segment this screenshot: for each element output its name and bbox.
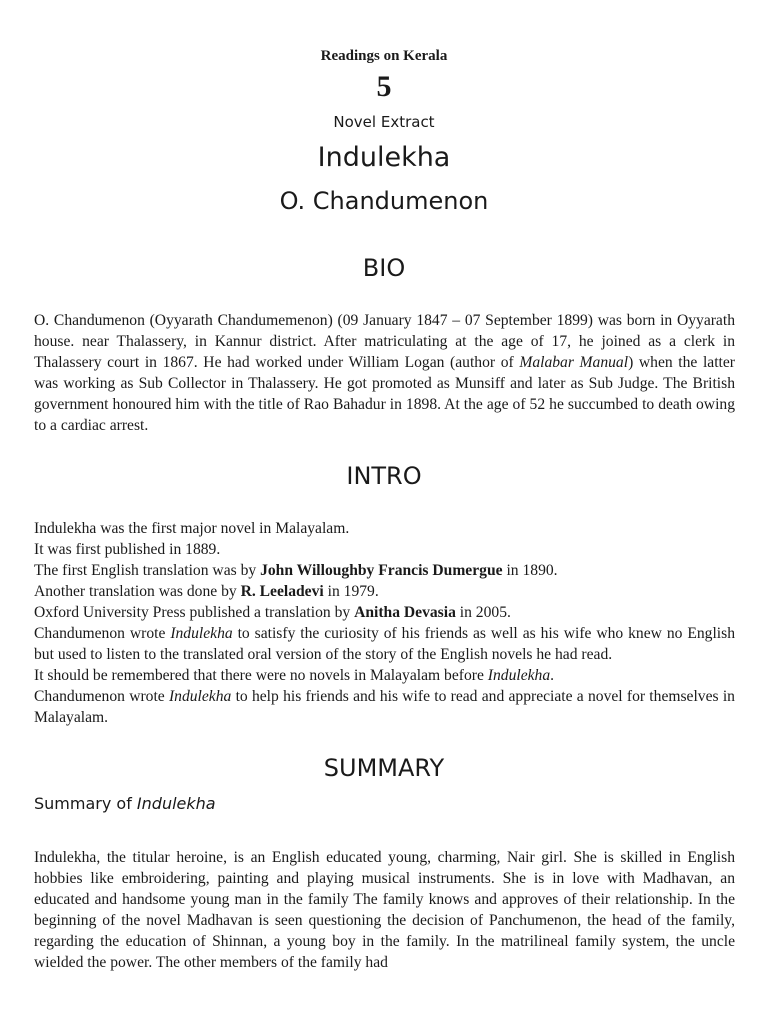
intro-line bbox=[34, 602, 735, 623]
summary-subheading-text: Summary of bbox=[34, 794, 137, 813]
author-name: O. Chandumenon bbox=[279, 187, 489, 215]
intro-line bbox=[34, 665, 735, 686]
translator-name: John Willoughby Francis Dumergue bbox=[260, 562, 503, 579]
summary-paragraph: Indulekha, the titular heroine, is an English educated young, charming, Nair girl. She is skilled in English hobbies like embroidering, painting and playing musical instruments. She is in love with Madhavan, an educated and handsome young man in the family The family knows and approves of their relationship. In the beginning of the novel Madhavan is seen questioning the decision of Panchumenon, the head of the family, regarding the education of Shinnan, a young boy in the family. In the matrilineal family system, the uncle wielded the power. The other members of the family had bbox=[34, 849, 735, 971]
intro-heading: INTRO bbox=[346, 462, 422, 490]
bio-book-title: Malabar Manual bbox=[519, 354, 629, 371]
series-label: Readings on Kerala bbox=[320, 48, 448, 64]
bio-heading: BIO bbox=[362, 254, 406, 282]
summary-subheading bbox=[34, 794, 216, 813]
bio-paragraph bbox=[34, 310, 735, 436]
translator-name: R. Leeladevi bbox=[240, 583, 324, 600]
intro-text: The first English translation was by bbox=[34, 562, 261, 579]
intro-text: in 1979. bbox=[323, 583, 379, 600]
novel-title: Indulekha bbox=[317, 142, 451, 173]
intro-text: to satisfy the curiosity of his friends as well as his wife who knew no English but used to listen to the translated oral version of the story of the English novels he had read. bbox=[34, 625, 735, 663]
intro-text: Oxford University Press published a translation by bbox=[34, 604, 355, 621]
intro-line bbox=[34, 686, 735, 728]
bio-text-2: ) when the latter was working as Sub Collector in Thalassery. He got promoted as Munsiff and later as Sub Judge. The British government honoured him with the title of Rao Bahadur in 1898. At the age of 52 he succumbed to death owing to a cardiac arrest. bbox=[34, 354, 735, 434]
intro-section bbox=[34, 518, 735, 728]
summary-heading: SUMMARY bbox=[323, 754, 445, 782]
intro-text: to help his friends and his wife to read and appreciate a novel for themselves in Malayalam. bbox=[34, 688, 735, 726]
intro-text: Chandumenon wrote bbox=[34, 688, 169, 705]
intro-text: in 1890. bbox=[502, 562, 558, 579]
intro-line: It was first published in 1889. bbox=[34, 541, 221, 558]
novel-title-italic: Indulekha bbox=[487, 667, 551, 684]
intro-text: Another translation was done by bbox=[34, 583, 241, 600]
extract-type-label: Novel Extract bbox=[333, 113, 435, 131]
translator-name: Anitha Devasia bbox=[354, 604, 456, 621]
chapter-number: 5 bbox=[376, 70, 392, 103]
novel-title-italic: Indulekha bbox=[168, 688, 232, 705]
intro-line bbox=[34, 581, 735, 602]
intro-line: Indulekha was the first major novel in Malayalam. bbox=[34, 520, 350, 537]
intro-text: Chandumenon wrote bbox=[34, 625, 171, 642]
bio-text-1: O. Chandumenon (Oyyarath Chandumemenon) (09 January 1847 – 07 September 1899) was born in Oyyarath house. near Thalassery, in Kannur district. After matriculating at the age of 17, he joined as a clerk in Thalassery court in 1867. He had worked under William Logan (author of bbox=[34, 312, 735, 371]
summary-subheading-title: Indulekha bbox=[136, 794, 216, 813]
intro-text: . bbox=[550, 667, 555, 684]
intro-line bbox=[34, 560, 735, 581]
intro-text: It should be remembered that there were no novels in Malayalam before bbox=[34, 667, 488, 684]
intro-line bbox=[34, 623, 735, 665]
intro-text: in 2005. bbox=[455, 604, 511, 621]
novel-title-italic: Indulekha bbox=[170, 625, 233, 642]
